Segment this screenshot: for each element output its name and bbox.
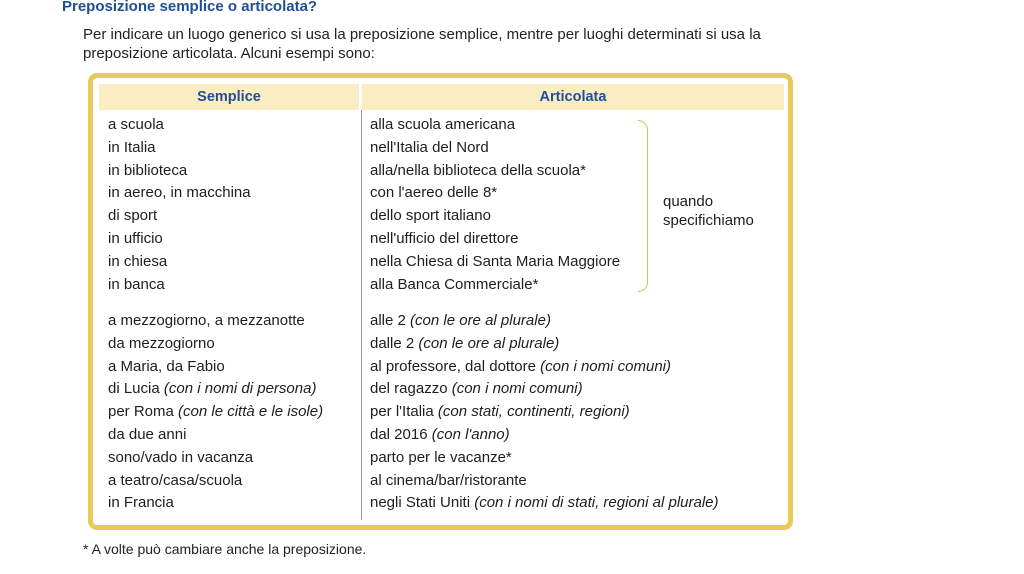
articolata-cell [370,116,515,133]
column-divider [361,110,362,520]
semplice-cell-text: in aereo, in macchina [108,184,251,202]
articolata-cell-note: (con i nomi comuni) [540,357,671,375]
articolata-cell [370,312,551,329]
articolata-cell-text: nell'ufficio del direttore [370,230,519,247]
semplice-cell-text: a mezzogiorno, a mezzanotte [108,312,305,329]
right-brace-icon [638,120,648,292]
semplice-cell [108,472,242,489]
semplice-cell-text: a Maria, da Fabio [108,357,225,375]
semplice-cell-text: da mezzogiorno [108,334,215,352]
semplice-cell [108,184,251,201]
articolata-cell-text: del ragazzo [370,380,452,398]
articolata-cell-text: negli Stati Uniti [370,494,475,512]
semplice-cell [108,358,225,375]
articolata-cell-text: alle 2 [370,312,411,329]
footnote: * A volte può cambiare anche la preposizione. [83,541,367,557]
semplice-cell-text: in biblioteca [108,161,188,179]
articolata-cell [370,162,586,179]
articolata-cell [370,449,512,466]
articolata-cell-note: (con l'anno) [431,426,510,443]
articolata-cell-text: alla/nella biblioteca della scuola* [370,161,586,179]
articolata-cell [370,403,630,420]
semplice-cell [108,380,316,397]
articolata-cell [370,276,538,293]
articolata-cell [370,207,491,224]
semplice-cell-text: a teatro/casa/scuola [108,471,243,489]
semplice-cell-text: di sport [108,207,158,225]
articolata-cell-note: (con le ore al plurale) [410,312,551,329]
articolata-cell-text: con l'aereo delle 8* [370,184,498,202]
articolata-cell [370,335,559,352]
articolata-cell-text: alla scuola americana [370,116,516,133]
semplice-cell-text: sono/vado in vacanza [108,448,254,466]
semplice-cell-text: in banca [108,275,165,293]
semplice-cell-text: da due anni [108,426,187,443]
semplice-cell [108,207,157,224]
semplice-cell [108,139,156,156]
articolata-cell-note: (con i nomi di stati, regioni al plurale) [474,494,719,512]
semplice-cell [108,426,186,443]
semplice-cell-note: (con le città e le isole) [178,403,324,421]
semplice-cell-text: a scuola [108,116,164,133]
articolata-cell [370,472,527,489]
semplice-cell [108,494,174,511]
semplice-cell-text: in chiesa [108,252,168,270]
articolata-cell-text: alla Banca Commerciale* [370,275,539,293]
articolata-cell [370,426,510,443]
semplice-cell [108,230,163,247]
semplice-cell [108,312,305,329]
articolata-cell-text: dello sport italiano [370,207,491,225]
articolata-cell-text: per l'Italia [370,403,438,421]
semplice-cell [108,276,165,293]
articolata-cell-text: parto per le vacanze* [370,448,512,466]
column-header-semplice: Semplice [99,84,359,110]
articolata-cell-text: nella Chiesa di Santa Maria Maggiore [370,252,621,270]
semplice-cell [108,253,167,270]
semplice-cell-text: in Francia [108,494,174,512]
articolata-cell [370,358,671,375]
articolata-cell [370,253,620,270]
articolata-cell-text: nell'Italia del Nord [370,138,489,156]
semplice-cell-note: (con i nomi di persona) [163,380,317,398]
articolata-cell-note: (con le ore al plurale) [418,334,560,352]
articolata-cell-note: (con i nomi comuni) [451,380,583,398]
articolata-cell [370,380,583,397]
articolata-cell-text: dalle 2 [370,334,419,352]
brace-note: quando specifichiamo [663,193,754,229]
intro-paragraph: Per indicare un luogo generico si usa la preposizione semplice, mentre per luoghi determinati si usa la preposizione articolata. Alcuni esempi sono: [83,26,761,62]
semplice-cell [108,449,253,466]
semplice-cell [108,335,215,352]
articolata-cell-text: al professore, dal dottore [370,357,541,375]
semplice-cell-text: di Lucia [108,380,164,398]
column-header-articolata: Articolata [362,84,784,110]
semplice-cell-text: per Roma [108,403,179,421]
section-heading: Preposizione semplice o articolata? [62,0,318,15]
semplice-cell-text: in Italia [108,138,156,156]
articolata-cell-note: (con stati, continenti, regioni) [437,403,630,421]
articolata-cell [370,139,489,156]
articolata-cell-text: dal 2016 [370,426,432,443]
articolata-cell [370,230,519,247]
articolata-cell [370,184,497,201]
articolata-cell-text: al cinema/bar/ristorante [370,471,527,489]
articolata-cell [370,494,719,511]
semplice-cell-text: in ufficio [108,230,163,247]
semplice-cell [108,116,164,133]
semplice-cell [108,162,187,179]
semplice-cell [108,403,323,420]
